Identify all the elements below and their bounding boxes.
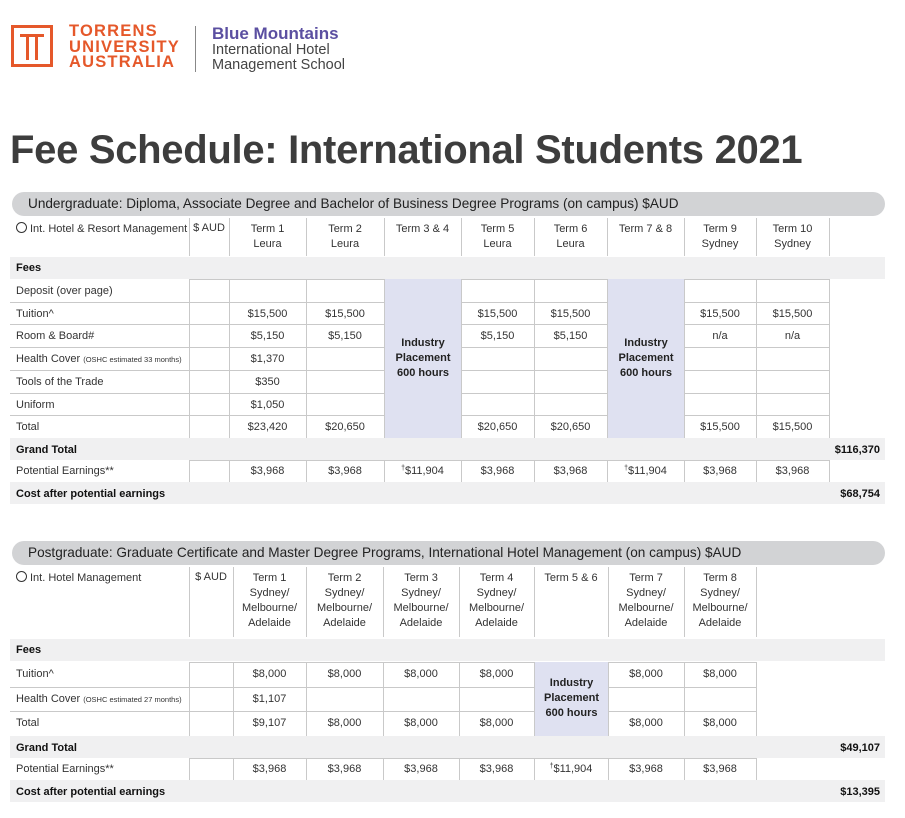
term-header-line: Sydney (774, 238, 811, 250)
bm-title: Blue Mountains (212, 24, 339, 43)
fee-cell: $5,150 (553, 330, 588, 343)
fee-cell: $8,000 (327, 668, 362, 680)
term-header-line: Term 5 & 6 (544, 572, 598, 584)
term-header-line: Adelaide (698, 617, 742, 629)
fee-cell: $20,650 (477, 421, 518, 434)
term-header-line: Melbourne/ (618, 602, 674, 614)
term-header-line: Term 1 (250, 223, 285, 235)
fee-cell: $8,000 (629, 668, 663, 680)
fee-cell: $1,370 (250, 353, 285, 366)
cost-value: $68,754 (840, 487, 880, 500)
term-header-line: Sydney/ (401, 587, 441, 599)
grid-line (189, 279, 190, 438)
fees-label: Fees (16, 644, 42, 656)
grid-line (756, 758, 757, 780)
row-label (16, 285, 113, 297)
earnings-label: Potential Earnings** (16, 762, 114, 775)
term-header (306, 571, 383, 631)
fee-cell: $1,050 (250, 398, 285, 411)
dagger-mark: † (624, 464, 628, 472)
grid-line (189, 662, 190, 736)
fee-cell: $8,000 (479, 668, 514, 680)
row-label (16, 421, 39, 433)
term-header (461, 222, 534, 252)
earnings-cell (384, 465, 461, 477)
fee-cell: $8,000 (252, 668, 287, 680)
term-header (607, 222, 684, 237)
term-header-line: Term 10 (772, 223, 813, 235)
fee-cell: $8,000 (703, 668, 737, 680)
placement-line: Industry (624, 336, 668, 349)
placement-line: 600 hours (620, 366, 672, 379)
aud-header: $ AUD (193, 222, 225, 234)
term-header-line: Melbourne/ (468, 602, 525, 614)
earnings-cell (756, 465, 829, 477)
fee-cell: $5,150 (250, 330, 285, 343)
row-label (16, 693, 182, 705)
radio-icon[interactable] (16, 571, 27, 582)
earnings-cell (461, 465, 534, 477)
program-name: Int. Hotel Management (30, 572, 142, 584)
term-header-line: Melbourne/ (316, 602, 373, 614)
row-label (16, 668, 54, 680)
dagger-mark: † (401, 464, 405, 472)
industry-placement-block (608, 279, 684, 438)
fee-cell: $8,000 (404, 717, 438, 729)
earnings-cell (229, 465, 306, 477)
earnings-value: $11,904 (404, 464, 444, 477)
cost-value: $13,395 (840, 785, 880, 798)
grid-line (306, 279, 307, 438)
earnings-value: $3,968 (328, 464, 362, 477)
placement-line: 600 hours (397, 366, 449, 379)
grid-line (189, 460, 190, 482)
term-header-line: Term 8 (703, 572, 737, 584)
row-label-text: Health Cover (16, 692, 81, 705)
grid-line (189, 460, 829, 461)
placement-text (618, 336, 673, 381)
fee-cell: $20,650 (550, 421, 591, 434)
earnings-cell (608, 763, 684, 775)
term-header-line: Sydney/ (476, 587, 517, 599)
industry-placement-block (385, 279, 461, 438)
fee-cell: $9,107 (252, 717, 287, 729)
earnings-cell (306, 763, 383, 775)
grid-line (189, 758, 756, 759)
term-header-line: Adelaide (248, 617, 291, 629)
pg-section-heading: Postgraduate: Graduate Certificate and Master Degree Programs, International Hotel Management (on campus) $AUD (12, 541, 885, 565)
row-label-text: Room & Board# (16, 330, 95, 343)
term-header-line: Term 5 (480, 223, 515, 235)
term-header (233, 571, 306, 631)
term-header (534, 571, 608, 586)
term-header-line: Term 2 (327, 572, 362, 584)
earnings-value: $3,968 (250, 464, 285, 477)
fee-cell: $15,500 (325, 307, 365, 320)
cost-label: Cost after potential earnings (16, 487, 166, 500)
term-header-line: Term 3 & 4 (395, 223, 450, 235)
grid-line (829, 218, 830, 256)
dagger-mark: † (549, 762, 554, 770)
fee-cell: $23,420 (247, 421, 288, 434)
earnings-value: $3,968 (703, 464, 737, 477)
fee-cell: $15,500 (477, 307, 518, 320)
term-header (459, 571, 534, 631)
grid-line (756, 279, 757, 438)
placement-text (395, 336, 450, 381)
fee-cell: $15,500 (247, 307, 288, 320)
placement-line: Industry (549, 677, 594, 690)
grand-total-label: Grand Total (16, 741, 77, 754)
fee-cell: $15,500 (772, 421, 813, 434)
placement-line: Placement (618, 351, 674, 364)
logo-divider (195, 26, 196, 72)
term-header-line: Leura (330, 238, 360, 250)
row-label (16, 399, 55, 411)
earnings-value: $3,968 (404, 762, 438, 775)
term-header-line: Adelaide (475, 617, 518, 629)
term-header-line: Melbourne/ (393, 602, 449, 614)
earnings-cell (607, 465, 684, 477)
placement-line: 600 hours (545, 707, 598, 720)
earnings-value: $3,968 (480, 464, 515, 477)
grid-line (756, 662, 757, 736)
term-header-line: Term 2 (328, 223, 362, 235)
fee-cell: n/a (712, 330, 728, 343)
fee-cell: $8,000 (629, 717, 663, 729)
grid-line (829, 279, 830, 438)
term-header-line: Sydney (701, 238, 739, 250)
industry-placement-block (535, 662, 608, 736)
term-header (383, 571, 459, 631)
page-title: Fee Schedule: International Students 2021 (10, 128, 803, 172)
term-header-line: Term 9 (703, 223, 737, 235)
term-header-line: Sydney/ (324, 587, 365, 599)
term-header (306, 222, 384, 252)
term-header-line: Term 4 (479, 572, 514, 584)
placement-line: Industry (401, 336, 445, 349)
term-header (684, 571, 756, 631)
term-header-line: Term 1 (252, 572, 287, 584)
row-label-text: Total (16, 421, 40, 434)
term-header (534, 222, 607, 252)
earnings-cell (684, 763, 756, 775)
fee-cell: $8,000 (327, 717, 362, 729)
earnings-value: $3,968 (553, 464, 588, 477)
row-label (16, 330, 94, 342)
torrens-logo-icon (11, 25, 53, 67)
row-label (16, 717, 39, 729)
term-header-line: Term 6 (553, 223, 588, 235)
earnings-cell (383, 763, 459, 775)
row-label-text: Uniform (16, 398, 55, 411)
earnings-value: $3,968 (775, 464, 810, 477)
term-header (684, 222, 756, 252)
row-label-note: (OSHC estimated 33 months) (83, 355, 182, 365)
term-header-line: Term 7 (629, 572, 663, 584)
fees-band (10, 257, 885, 279)
grand-total-band (10, 736, 885, 758)
row-label (16, 308, 54, 320)
term-header-line: Sydney/ (249, 587, 290, 599)
term-header-line: Leura (253, 238, 282, 250)
term-header-line: Melbourne/ (692, 602, 748, 614)
earnings-cell (306, 465, 384, 477)
program-label (16, 571, 141, 584)
term-header-line: Adelaide (399, 617, 443, 629)
term-header (229, 222, 306, 252)
term-header (608, 571, 684, 631)
fee-cell: $5,150 (328, 330, 362, 343)
term-header-line: Term 7 & 8 (618, 223, 673, 235)
term-header-line: Adelaide (323, 617, 366, 629)
earnings-value: $3,968 (252, 762, 287, 775)
earnings-value: $11,904 (553, 762, 593, 775)
earnings-cell (534, 465, 607, 477)
row-label-text: Tools of the Trade (16, 375, 104, 388)
fees-band (10, 639, 885, 661)
term-header-line: Leura (483, 238, 512, 250)
row-label-text: Tuition^ (16, 307, 54, 320)
cost-label: Cost after potential earnings (16, 785, 166, 798)
earnings-value: $11,904 (627, 464, 667, 477)
earnings-value: $3,968 (629, 762, 663, 775)
fee-cell: $15,500 (700, 307, 740, 320)
earnings-cell (459, 763, 534, 775)
grid-line (189, 758, 190, 780)
fee-cell: $8,000 (479, 717, 514, 729)
grand-total-label: Grand Total (16, 443, 77, 456)
earnings-cell (684, 465, 756, 477)
term-header (756, 222, 829, 252)
earnings-value: $3,968 (327, 762, 362, 775)
fee-cell: n/a (784, 330, 801, 343)
radio-icon[interactable] (16, 222, 27, 233)
earnings-cell (233, 763, 306, 775)
term-header (384, 222, 461, 237)
fee-cell: $8,000 (703, 717, 737, 729)
fee-cell: $20,650 (325, 421, 365, 434)
term-header-line: Term 3 (404, 572, 438, 584)
row-label-note: (OSHC estimated 27 months) (83, 694, 182, 704)
row-label-text: Deposit (over page) (16, 285, 113, 297)
term-header-line: Melbourne/ (241, 602, 298, 614)
grid-line (756, 567, 757, 637)
grid-line (684, 279, 685, 438)
grid-line (534, 279, 535, 438)
placement-text (544, 676, 599, 721)
row-label (16, 353, 182, 365)
torrens-wordmark: TORRENS UNIVERSITY AUSTRALIA (69, 22, 181, 71)
grand-total-band (10, 438, 885, 460)
earnings-label: Potential Earnings** (16, 464, 114, 477)
term-header-line: Sydney/ (626, 587, 666, 599)
grand-total-value: $49,107 (840, 741, 880, 754)
row-label-text: Tuition^ (16, 668, 54, 680)
bm-subtitle: International Hotel Management School (212, 42, 345, 73)
grid-line (189, 279, 829, 280)
grid-line (829, 460, 830, 482)
grand-total-value: $116,370 (834, 443, 880, 456)
row-label (16, 376, 103, 388)
term-header-line: Sydney/ (700, 587, 740, 599)
fee-cell: $8,000 (404, 668, 438, 680)
earnings-cell (534, 763, 608, 775)
fee-cell: $15,500 (550, 307, 591, 320)
term-header-line: Adelaide (624, 617, 668, 629)
term-header-line: Leura (556, 238, 585, 250)
fee-cell: $1,107 (252, 692, 287, 705)
placement-line: Placement (543, 692, 600, 705)
grid-line (189, 662, 756, 663)
row-label-text: Health Cover (16, 353, 81, 366)
earnings-value: $3,968 (703, 762, 737, 775)
grid-line (461, 279, 462, 438)
aud-header: $ AUD (195, 571, 227, 583)
earnings-value: $3,968 (479, 762, 514, 775)
placement-line: Placement (395, 351, 451, 364)
fee-cell: $5,150 (480, 330, 515, 343)
program-label (16, 222, 187, 235)
fees-label: Fees (16, 262, 42, 274)
fee-cell: $15,500 (772, 307, 813, 320)
program-name: Int. Hotel & Resort Management (30, 223, 188, 235)
fee-cell: $15,500 (700, 421, 740, 434)
row-label-text: Total (16, 717, 40, 729)
ug-section-heading: Undergraduate: Diploma, Associate Degree and Bachelor of Business Degree Programs (on campus) $AUD (12, 192, 885, 216)
fee-cell: $350 (255, 375, 280, 388)
